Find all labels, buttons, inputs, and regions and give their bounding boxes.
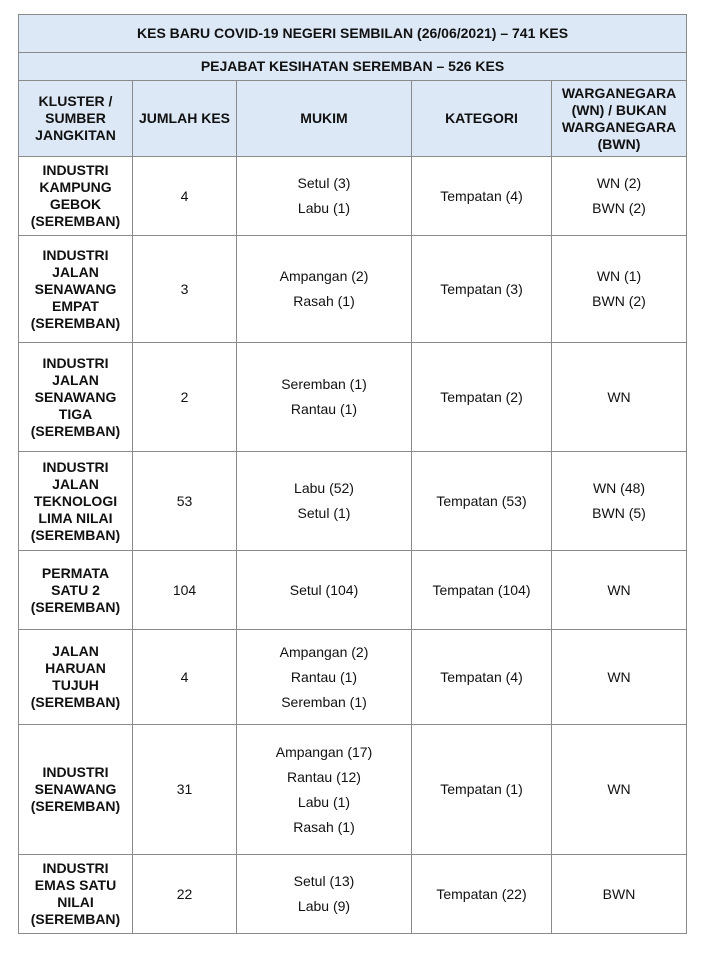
- cluster-name-line: (SEREMBAN): [30, 598, 121, 615]
- citizenship-entry: WN: [607, 388, 631, 405]
- cluster-cell: [19, 157, 133, 236]
- mukim-entry: Seremban (1): [281, 376, 367, 392]
- kategori-cell: Tempatan (1): [412, 725, 552, 855]
- mukim-entry: Rantau (12): [287, 768, 361, 785]
- cluster-name-line: EMPAT: [52, 297, 99, 314]
- kategori-cell: Tempatan (22): [412, 855, 552, 934]
- case-count-cell: 4: [133, 157, 237, 236]
- citizenship-cell: [552, 157, 687, 236]
- header-kluster: KLUSTER / SUMBER JANGKITAN: [19, 81, 133, 157]
- header-warganegara: WARGANEGARA (WN) / BUKAN WARGANEGARA (BWN): [552, 81, 687, 157]
- header-mukim: MUKIM: [237, 81, 412, 157]
- mukim-cell: [237, 855, 412, 934]
- kategori-cell: Tempatan (4): [412, 630, 552, 725]
- cluster-name-line: SENAWANG: [34, 781, 117, 797]
- cluster-cell: [19, 452, 133, 551]
- citizenship-cell: [552, 855, 687, 934]
- mukim-cell: [237, 343, 412, 452]
- cluster-cell: [19, 236, 133, 343]
- cluster-name-line: EMAS SATU: [34, 877, 117, 893]
- citizenship-entry: BWN (5): [592, 505, 646, 521]
- case-count-cell: 2: [133, 343, 237, 452]
- cluster-name-line: (SEREMBAN): [30, 314, 121, 331]
- cluster-name-line: INDUSTRI: [42, 246, 109, 263]
- kategori-cell: Tempatan (104): [412, 551, 552, 630]
- cluster-name-line: LIMA NILAI: [38, 509, 113, 526]
- case-count-cell: 53: [133, 452, 237, 551]
- table-row: [19, 630, 687, 725]
- citizenship-entry: WN: [607, 781, 631, 797]
- mukim-entry: Labu (9): [297, 898, 351, 914]
- table-row: [19, 236, 687, 343]
- header-row: [19, 81, 687, 157]
- mukim-entry: Rasah (1): [293, 293, 355, 309]
- citizenship-cell: [552, 343, 687, 452]
- mukim-entry: Setul (104): [289, 581, 359, 598]
- kategori-cell: Tempatan (3): [412, 236, 552, 343]
- table-subtitle: PEJABAT KESIHATAN SEREMBAN – 526 KES: [19, 53, 687, 81]
- mukim-entry: Setul (13): [293, 873, 355, 889]
- mukim-cell: [237, 630, 412, 725]
- mukim-entry: Seremban (1): [281, 693, 367, 710]
- cluster-name-line: SATU 2: [51, 581, 100, 598]
- cluster-name-line: SENAWANG: [34, 280, 117, 297]
- citizenship-cell: [552, 236, 687, 343]
- table-title: KES BARU COVID-19 NEGERI SEMBILAN (26/06/2021) – 741 KES: [19, 15, 687, 53]
- mukim-cell: [237, 452, 412, 551]
- citizenship-entry: BWN: [602, 885, 636, 902]
- mukim-entry: Ampangan (2): [279, 643, 369, 660]
- subtitle-row: [19, 53, 687, 81]
- covid-cases-table: [18, 14, 687, 934]
- cluster-name-line: JALAN: [52, 371, 99, 388]
- cluster-name-line: TEKNOLOGI: [33, 492, 118, 509]
- mukim-cell: [237, 725, 412, 855]
- mukim-cell: [237, 157, 412, 236]
- table-row: [19, 855, 687, 934]
- mukim-entry: Rantau (1): [290, 668, 358, 685]
- cluster-cell: [19, 630, 133, 725]
- case-count-cell: 104: [133, 551, 237, 630]
- table-row: [19, 551, 687, 630]
- cluster-name-line: SENAWANG: [34, 388, 117, 405]
- cluster-name-line: TIGA: [58, 405, 93, 422]
- mukim-entry: Rantau (1): [290, 401, 358, 417]
- citizenship-entry: WN (48): [592, 480, 646, 496]
- case-count-cell: 4: [133, 630, 237, 725]
- cluster-name-line: INDUSTRI: [42, 162, 109, 178]
- mukim-entry: Ampangan (17): [275, 743, 373, 760]
- mukim-entry: Labu (1): [297, 793, 351, 810]
- cluster-name-line: (SEREMBAN): [30, 526, 121, 543]
- citizenship-entry: WN: [607, 668, 631, 685]
- cluster-name-line: (SEREMBAN): [30, 694, 121, 710]
- citizenship-cell: [552, 725, 687, 855]
- cluster-cell: [19, 551, 133, 630]
- citizenship-entry: WN: [607, 581, 631, 598]
- cluster-cell: [19, 855, 133, 934]
- mukim-entry: Setul (3): [297, 175, 351, 191]
- cluster-name-line: INDUSTRI: [42, 458, 109, 475]
- case-count-cell: 31: [133, 725, 237, 855]
- kategori-cell: Tempatan (4): [412, 157, 552, 236]
- cluster-name-line: JALAN: [52, 643, 99, 659]
- mukim-cell: [237, 551, 412, 630]
- cluster-name-line: (SEREMBAN): [30, 213, 121, 229]
- case-count-cell: 22: [133, 855, 237, 934]
- cluster-name-line: INDUSTRI: [42, 764, 109, 780]
- cluster-name-line: HARUAN: [45, 660, 106, 676]
- table-row: [19, 157, 687, 236]
- cluster-name-line: TUJUH: [52, 677, 99, 693]
- cluster-name-line: JALAN: [52, 263, 99, 280]
- cluster-name-line: JALAN: [52, 475, 99, 492]
- table-row: [19, 343, 687, 452]
- cluster-name-line: (SEREMBAN): [30, 422, 121, 439]
- cluster-cell: [19, 725, 133, 855]
- citizenship-entry: BWN (2): [592, 293, 646, 309]
- cluster-cell: [19, 343, 133, 452]
- cluster-name-line: (SEREMBAN): [30, 911, 121, 927]
- table-row: [19, 452, 687, 551]
- mukim-cell: [237, 236, 412, 343]
- citizenship-cell: [552, 630, 687, 725]
- mukim-entry: Labu (1): [297, 200, 351, 216]
- cluster-name-line: (SEREMBAN): [30, 798, 121, 814]
- cluster-name-line: INDUSTRI: [42, 354, 109, 371]
- mukim-entry: Ampangan (2): [279, 268, 369, 284]
- citizenship-cell: [552, 452, 687, 551]
- header-kategori: KATEGORI: [412, 81, 552, 157]
- cluster-name-line: NILAI: [57, 894, 94, 910]
- kategori-cell: Tempatan (2): [412, 343, 552, 452]
- cluster-name-line: KAMPUNG: [39, 179, 112, 195]
- table-row: [19, 725, 687, 855]
- title-row: [19, 15, 687, 53]
- citizenship-entry: WN (1): [596, 268, 642, 284]
- cluster-name-line: PERMATA: [41, 564, 110, 581]
- cluster-name-line: GEBOK: [49, 196, 102, 212]
- header-jumlah: JUMLAH KES: [133, 81, 237, 157]
- case-count-cell: 3: [133, 236, 237, 343]
- cluster-name-line: INDUSTRI: [42, 860, 109, 876]
- citizenship-cell: [552, 551, 687, 630]
- citizenship-entry: WN (2): [596, 175, 642, 191]
- mukim-entry: Rasah (1): [293, 818, 355, 835]
- mukim-entry: Labu (52): [294, 480, 354, 496]
- kategori-cell: Tempatan (53): [412, 452, 552, 551]
- mukim-entry: Setul (1): [297, 505, 351, 521]
- citizenship-entry: BWN (2): [592, 200, 646, 216]
